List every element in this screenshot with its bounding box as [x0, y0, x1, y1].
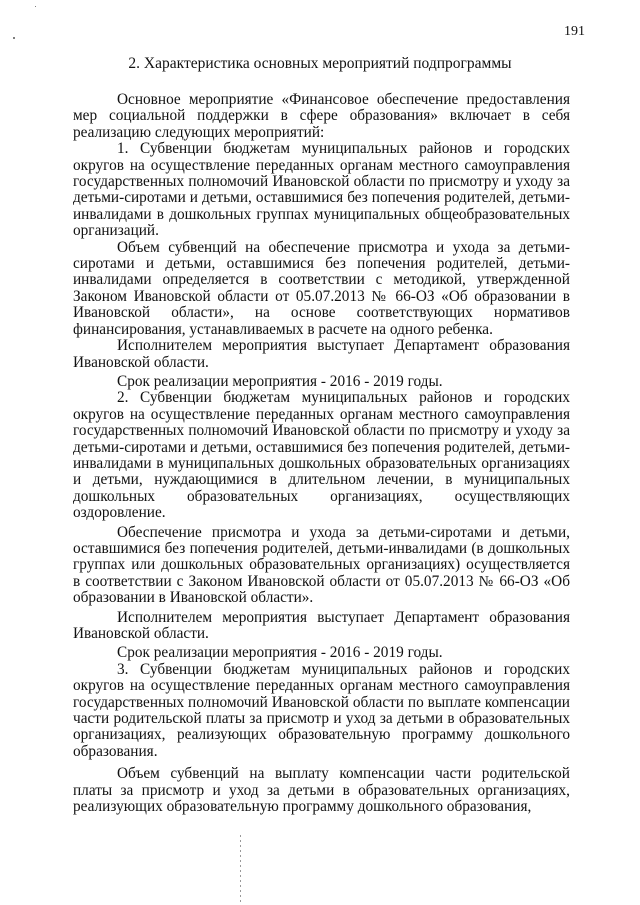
scan-speck [13, 37, 15, 39]
paragraph: Объем субвенций на обеспечение присмотра и ухода за детьми-сиротами и детьми, оставшимися без попечения родителей, детьми-инвалидами определяется в соответствии с методикой, утвержденной Законом Ивановской области от 05.07.2013 № 66-ОЗ «Об образовании в Ивановской области», на основе соответствующих нормативов финансирования, устанавливаемых в расчете на одного ребенка. [73, 238, 570, 338]
document-body [73, 92, 570, 815]
paragraph: 1. Субвенции бюджетам муниципальных районов и городских округов на осуществление переданных органам местного самоуправления государственных полномочий Ивановской области по присмотру и уходу за детьми-сиротами и детьми, оставшимися без попечения родителей, детьми-инвалидами в дошкольных группах муниципальных общеобразовательных организаций. [73, 140, 570, 240]
paragraph: 3. Субвенции бюджетам муниципальных районов и городских округов на осуществление переданных органам местного самоуправления государственных полномочий Ивановской области по выплате компенсации части родительской платы за присмотр и уход за детьми в образовательных организациях, реализующих образовательную программу дошкольного образования. [73, 660, 570, 760]
paragraph: Исполнителем мероприятия выступает Департамент образования Ивановской области. [73, 337, 570, 371]
paragraph: Объем субвенций на выплату компенсации части родительской платы за присмотр и уход за детьми в образовательных организациях, реализующих образовательную программу дошкольного образования, [73, 765, 570, 816]
paragraph: Обеспечение присмотра и ухода за детьми-сиротами и детьми, оставшимися без попечения родителей, детьми-инвалидами (в дошкольных группах или дошкольных образовательных организациях) осуществляется в соответствии с Законом Ивановской области от 05.07.2013 № 66-ОЗ «Об образовании в Ивановской области». [73, 523, 570, 607]
paragraph: 2. Субвенции бюджетам муниципальных районов и городских округов на осуществление переданных органам местного самоуправления государственных полномочий Ивановской области по присмотру и уходу за детьми-сиротами и детьми, оставшимися без попечения родителей, детьми-инвалидами в муниципальных дошкольных образовательных организациях и детьми, нуждающимися в длительном лечении, в муниципальных дошкольных образовательных организациях, осуществляющих оздоровление. [73, 389, 570, 522]
paragraph: Исполнителем мероприятия выступает Департамент образования Ивановской области. [73, 608, 570, 642]
paragraph: Срок реализации мероприятия - 2016 - 2019 годы. [117, 644, 443, 662]
section-heading: 2. Характеристика основных мероприятий подпрограммы [128, 55, 512, 72]
scan-artifact-line [240, 835, 241, 905]
page-number: 191 [564, 24, 585, 39]
paragraph: Срок реализации мероприятия - 2016 - 2019 годы. [117, 372, 443, 390]
scan-speck [35, 6, 36, 7]
paragraph: Основное мероприятие «Финансовое обеспечение предоставления мер социальной поддержки в сфере образования» включает в себя реализацию следующих мероприятий: [73, 91, 570, 141]
